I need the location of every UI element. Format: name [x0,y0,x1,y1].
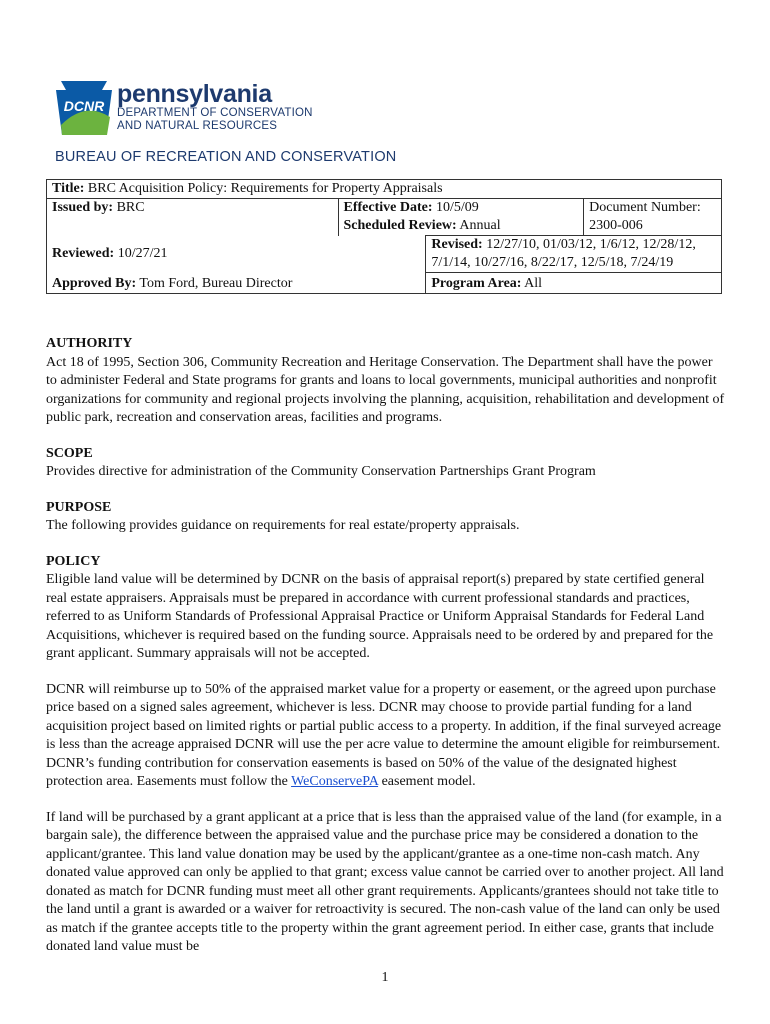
svg-text:DCNR: DCNR [63,98,105,114]
page-number: 1 [381,970,389,985]
policy-body [46,335,726,974]
authority-heading: AUTHORITY [46,336,133,351]
authority-text: Act 18 of 1995, Section 306, Community Recreation and Heritage Conservation. The Department shall have the power to administer Federal and State programs for grants and loans to local governments, municipal authorities and nonprofit organizations for community and regional projects involving the planning, acquisition, rehabilitation and development of public park, recreation and conservation areas, facilities and programs. [46,354,725,425]
keystone-logo-icon [55,81,113,135]
weconservepa-link[interactable]: WeConservePA [291,774,379,789]
logo-title: pennsylvania [117,80,272,108]
purpose-text: The following provides guidance on requirements for real estate/property appraisals. [46,518,520,533]
program-area-cell: Program Area: All [426,273,722,294]
policy-paragraph-1: Eligible land value will be determined by DCNR on the basis of appraisal report(s) prepared by state certified general real estate appraisers. Appraisals must be prepared in accordance with current professional standards and practices, referred to as Uniform Standards of Professional Appraisal Practice or Uniform Appraisal Standards for Federal Land Acquisitions, whichever is required based on the funding source. Appraisals need to be ordered by and prepared for the grant applicant. Summary appraisals will not be accepted. [46,572,714,661]
title-cell: Title: BRC Acquisition Policy: Requirements for Property Appraisals [47,180,722,199]
purpose-heading: PURPOSE [46,499,112,515]
approved-by-cell: Approved By: Tom Ford, Bureau Director [47,273,426,294]
policy-heading: POLICY [46,553,101,569]
policy-paragraph-3: If land will be purchased by a grant applicant at a price that is less than the appraised value of the land (for example, in a bargain sale), the difference between the appraised value and the purchase price may be considered a donation to the applicant/grantee. This land value donation may be used by the applicant/grantee as a one-time non-cash match. Any donated value approved can only be applied to that grant; excess value cannot be carried over to another project. All land donated as match for DCNR funding must meet all other grant requirements. Applicants/grantees should not take title to the land until a grant is awarded or a waiver for retroactivity is secured. The non-cash value of the land can only be used as match if the grantee accepts title to the property within the grant agreement period. In either case, grants that include donated land value must be [46,809,724,954]
revised-cell: Revised: 12/27/10, 01/03/12, 1/6/12, 12/28/12, 7/1/14, 10/27/16, 8/22/17, 12/5/18, 7/24/19 [426,236,722,273]
logo-subtitle-line2: AND NATURAL RESOURCES [117,120,278,132]
bureau-heading: BUREAU OF RECREATION AND CONSERVATION [55,149,397,165]
reviewed-cell: Reviewed: 10/27/21 [47,236,426,273]
policy-paragraph-2: DCNR will reimburse up to 50% of the appraised market value for a property or easement, or the agreed upon purchase price based on a signed sales agreement, whichever is less. DCNR may choose to provide partial funding for a land acquisition project based on limited rights or partial public access to a property. In addition, if the final surveyed acreage is less than the acreage appraised DCNR will use the per acre value to determine the amount eligible for reimbursement. DCNR’s funding contribution for conservation easements is based on 50% of the value of the designated highest protection area. Easements must follow the WeConservePA easement model. [46,681,722,789]
scope-text: Provides directive for administration of the Community Conservation Partnerships Grant Program [46,464,596,479]
policy-header-table [46,179,722,294]
dcnr-logo [55,81,313,137]
logo-subtitle-line1: DEPARTMENT OF CONSERVATION [117,107,313,119]
issued-by-cell: Issued by: BRC [47,199,339,236]
effective-date-cell: Effective Date: 10/5/09 Scheduled Review: Annual [338,199,584,236]
scope-heading: SCOPE [46,445,93,461]
document-number-cell: Document Number: 2300-006 [584,199,722,236]
